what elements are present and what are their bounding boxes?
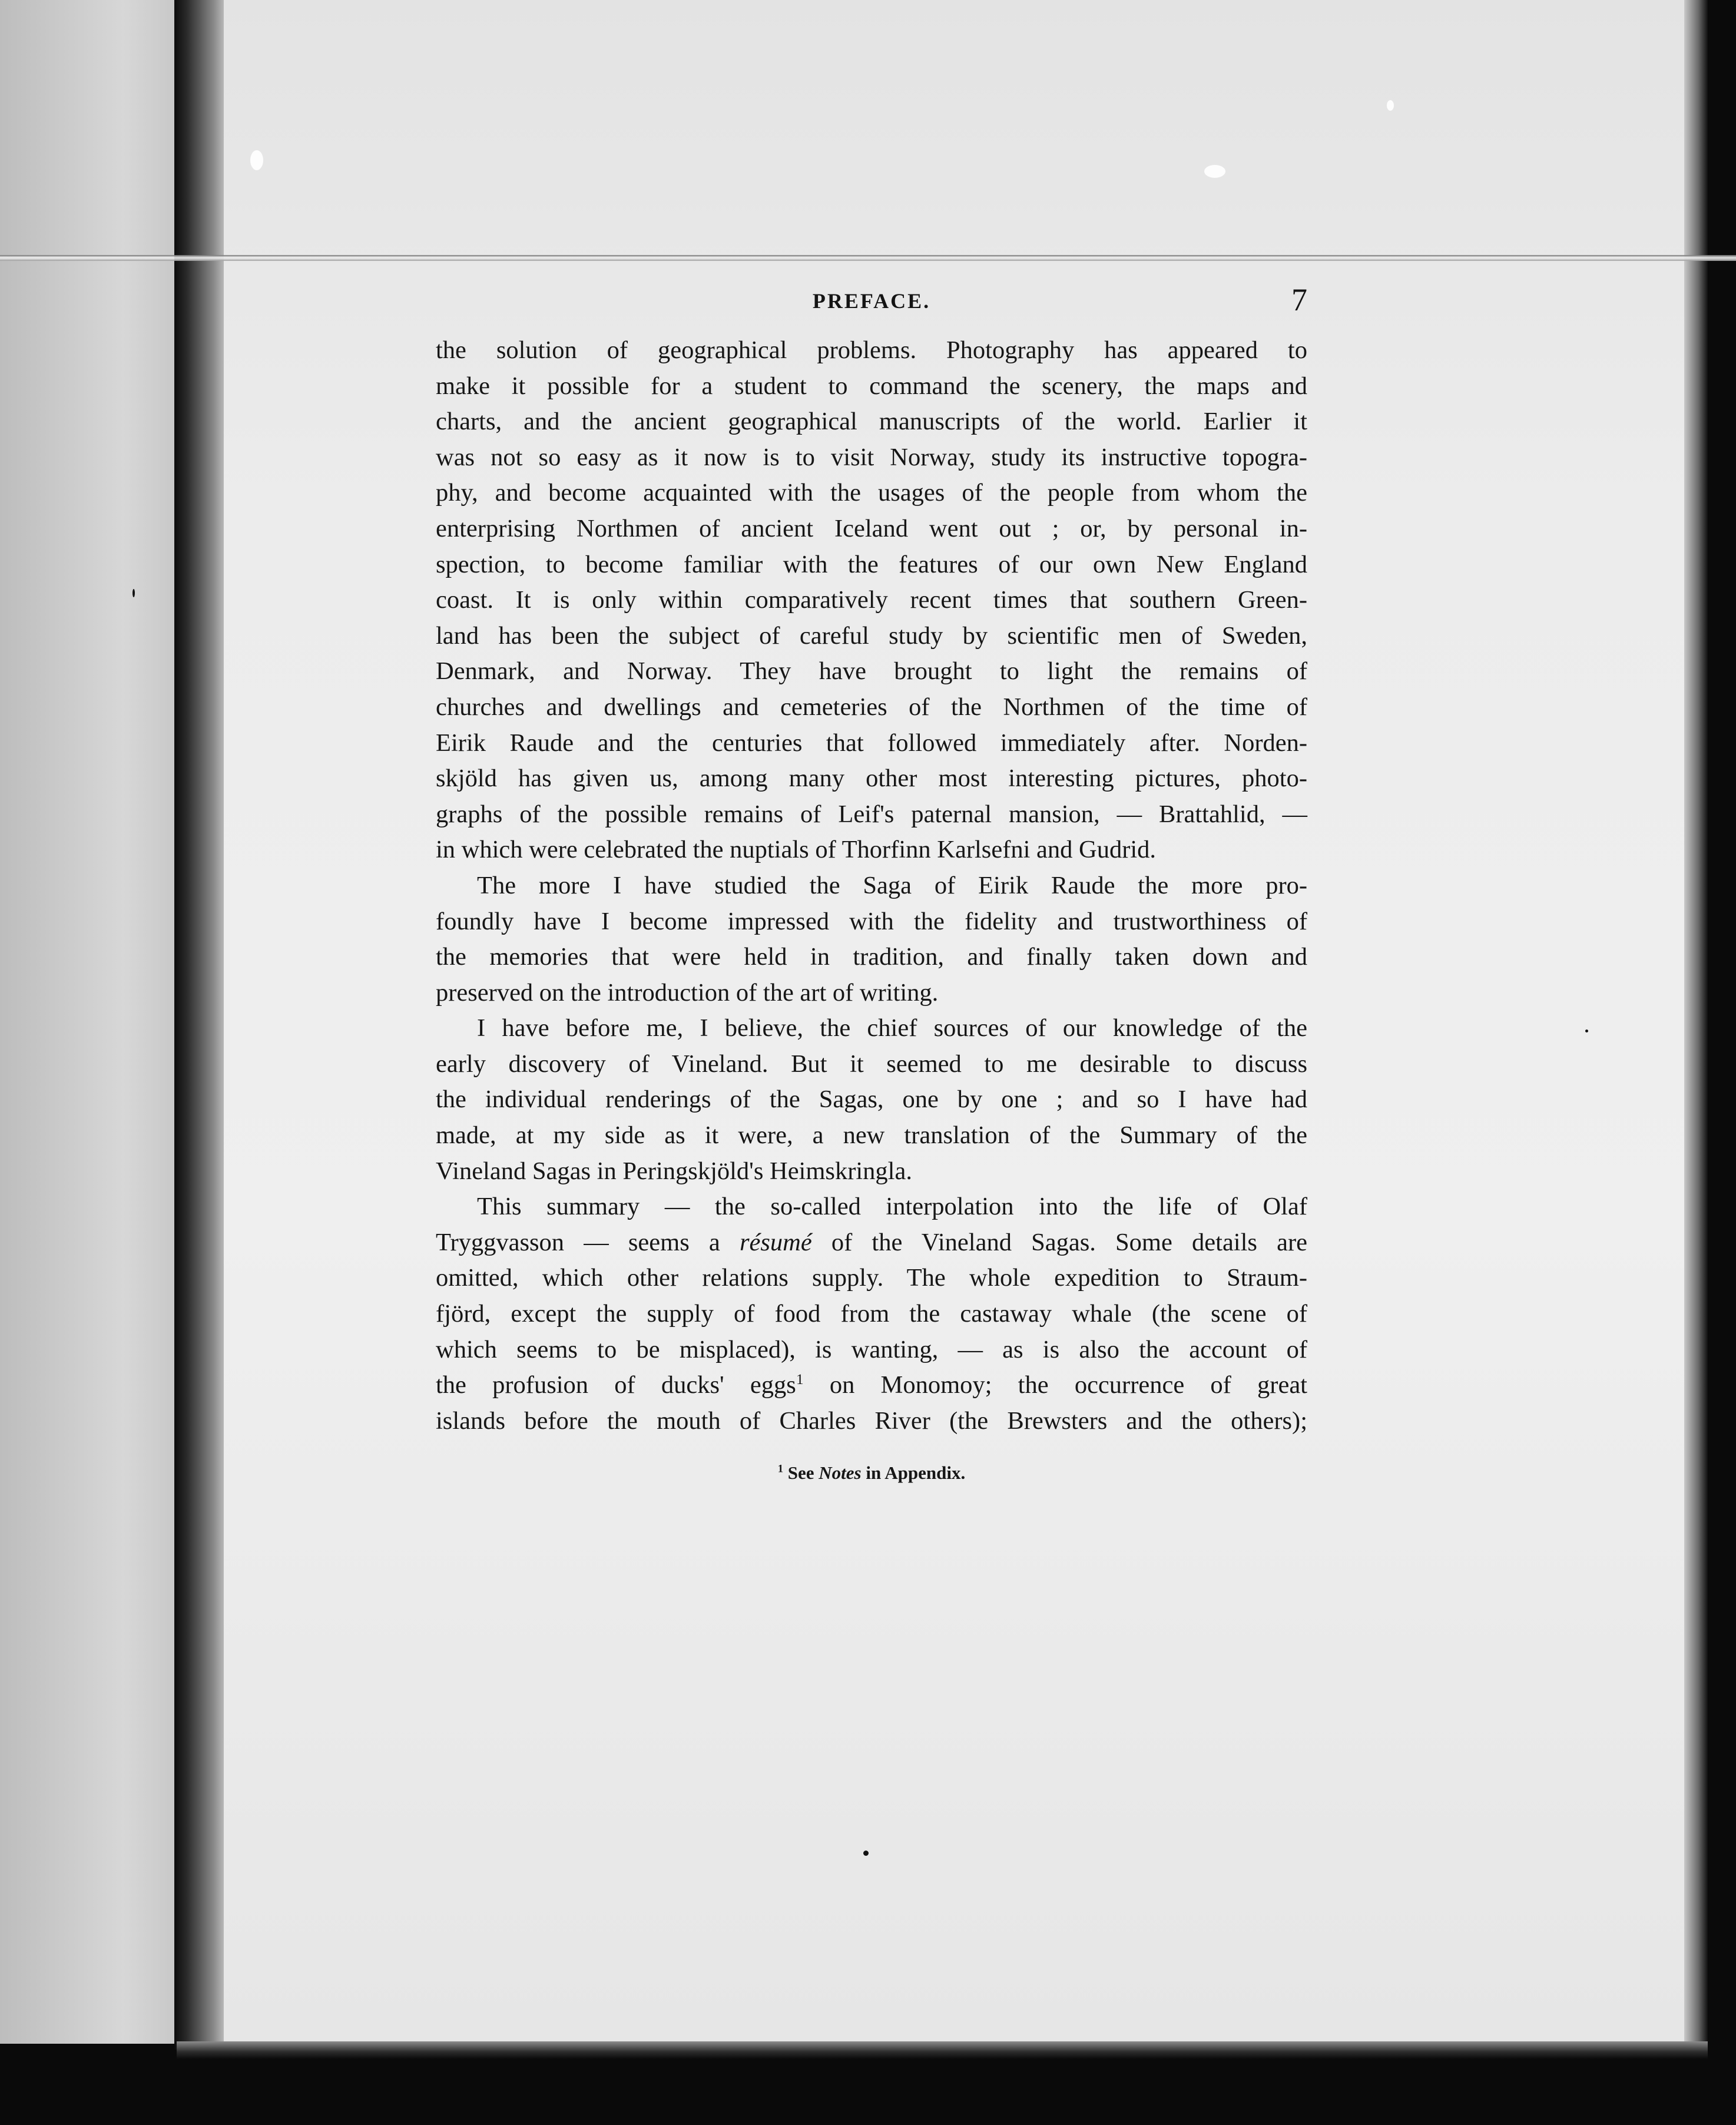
ink-dot (863, 1851, 869, 1856)
text-line: charts, and the ancient geographical manuscripts of the world. Earlier it (436, 408, 1307, 436)
text-run: the profusion of ducks' eggs (436, 1371, 796, 1399)
text-line: the individual renderings of the Sagas, one by one ; and so I have had (436, 1085, 1307, 1114)
text-run: on Monomoy; the occurrence of great (803, 1371, 1307, 1399)
text-run: Tryggvasson — seems a (436, 1228, 740, 1256)
dust-speck (1387, 100, 1394, 111)
dust-speck (1204, 165, 1225, 178)
text-line: Denmark, and Norway. They have brought to light the remains of (436, 657, 1307, 686)
facing-page-edge (0, 0, 177, 2044)
text-line: phy, and become acquainted with the usages of the people from whom the (436, 479, 1307, 507)
text-line: The more I have studied the Saga of Eirik Raude the more pro- (477, 871, 1307, 899)
page-right-edge (1684, 0, 1708, 2050)
footnote-marker: 1 (777, 1462, 784, 1475)
text-line: which seems to be misplaced), is wanting, — as is also the account of (436, 1335, 1307, 1363)
text-line: in which were celebrated the nuptials of Thorfinn Karlsefni and Gudrid. (436, 836, 1157, 864)
text-line (436, 1368, 1307, 1404)
paragraph-3 (436, 1011, 1307, 1189)
page-number: 7 (1291, 282, 1307, 317)
text-line: I have before me, I believe, the chief sources of our knowledge of the (477, 1014, 1307, 1042)
text-line: foundly have I become impressed with the fidelity and trustworthiness of (436, 907, 1307, 935)
paragraph-1 (436, 333, 1307, 868)
text-line: churches and dwellings and cemeteries of the Northmen of the time of (436, 693, 1307, 721)
text-line: Eirik Raude and the centuries that followed immediately after. Norden- (436, 729, 1307, 757)
text-line: omitted, which other relations supply. The whole expedition to Straum- (436, 1264, 1307, 1292)
running-title: PREFACE. (812, 289, 931, 313)
text-line: make it possible for a student to command the scenery, the maps and (436, 372, 1307, 400)
book-gutter (174, 0, 224, 2050)
text-line: preserved on the introduction of the art of writing. (436, 978, 939, 1007)
body-text (436, 333, 1307, 1439)
footnote-text: See (783, 1462, 819, 1483)
text-line: early discovery of Vineland. But it seemed to me desirable to discuss (436, 1050, 1307, 1078)
text-line (436, 1225, 1307, 1261)
text-line: was not so easy as it now is to visit Norway, study its instructive topogra- (436, 443, 1307, 471)
dust-speck (250, 150, 263, 170)
footnote-text: in Appendix. (861, 1462, 966, 1483)
ink-dot (132, 589, 135, 597)
footnote (436, 1462, 1307, 1484)
footnote-reference: 1 (796, 1371, 804, 1388)
ink-dot (1585, 1030, 1588, 1032)
text-line: the solution of geographical problems. Photography has appeared to (436, 336, 1307, 364)
paragraph-4 (436, 1189, 1307, 1439)
running-head (436, 282, 1307, 323)
text-line: fjörd, except the supply of food from the castaway whale (the scene of (436, 1300, 1307, 1328)
text-line: This summary — the so-called interpolation into the life of Olaf (477, 1193, 1307, 1221)
footnote-italic: Notes (819, 1462, 862, 1483)
text-line: islands before the mouth of Charles River (the Brewsters and the others); (436, 1406, 1307, 1435)
text-line: coast. It is only within comparatively recent times that southern Green- (436, 586, 1307, 614)
text-line: spection, to become familiar with the features of our own New England (436, 550, 1307, 578)
text-line: enterprising Northmen of ancient Iceland went out ; or, by personal in- (436, 514, 1307, 542)
text-line: made, at my side as it were, a new translation of the Summary of the (436, 1121, 1307, 1150)
page-bottom-edge (177, 2041, 1708, 2059)
text-line: skjöld has given us, among many other most interesting pictures, photo- (436, 764, 1307, 793)
text-line: land has been the subject of careful study by scientific men of Sweden, (436, 621, 1307, 650)
text-line: graphs of the possible remains of Leif's paternal mansion, — Brattahlid, — (436, 800, 1307, 828)
text-line: Vineland Sagas in Peringskjöld's Heimskringla. (436, 1157, 912, 1185)
text-run: of the Vineland Sagas. Some details are (811, 1228, 1307, 1256)
paragraph-2 (436, 868, 1307, 1011)
italic-word: résumé (739, 1228, 812, 1256)
text-line: the memories that were held in tradition, and finally taken down and (436, 943, 1307, 971)
scanner-streak (0, 255, 1736, 261)
